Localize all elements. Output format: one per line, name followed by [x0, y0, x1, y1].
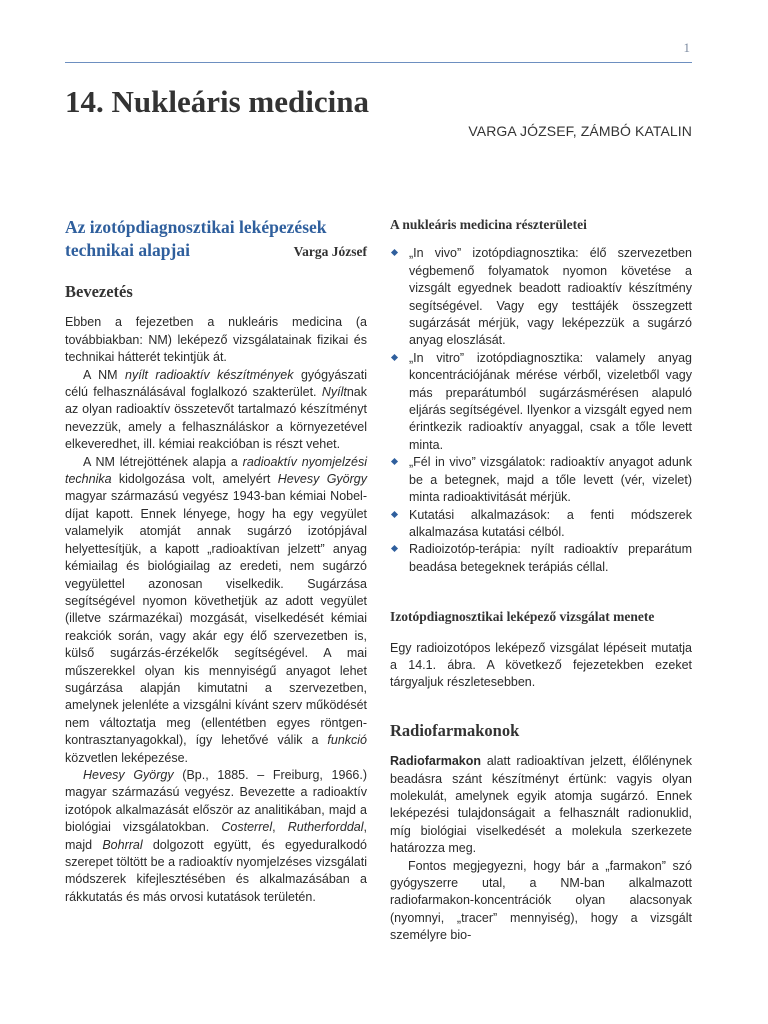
section-title-line2: technikai alapjai: [65, 240, 190, 260]
text-run: (Bp., 1885. – Freiburg, 1966.) magyar származású vegyész. Bevezette a radioaktív izotópok alkalmazását először az analitikában, majd a biológiai vizsgálatokban.: [65, 767, 367, 835]
diamond-bullet-icon: [391, 510, 398, 517]
list-item-text: Radioizotóp-terápia: nyílt radioaktív preparátum beadása betegeknek terápiás céllal.: [409, 542, 692, 574]
paragraph-tracer-technique: [65, 454, 367, 767]
italic-term: Hevesy György: [277, 472, 367, 487]
text-run: közvetlen leképezése.: [65, 750, 188, 765]
section-title-row: [65, 239, 367, 263]
italic-term: funkció: [327, 733, 367, 748]
paragraph-nm-definition: [65, 367, 367, 454]
section-author: Varga József: [293, 244, 367, 259]
list-item-text: „In vivo” izotópdiagnosztika: élő szervezetben végbemenő folyamatok nyomon követése a vizsgált egyednek beadott radioaktív készítmény segítségével. Vagy egy testtájék összegzett sugárzását mérjük, vagy leképezzük a sugárzó anyag eloszlását.: [409, 246, 692, 348]
italic-term: Bohrral: [102, 837, 143, 852]
subfields-list: [390, 245, 692, 576]
right-column: [390, 216, 692, 945]
list-item: [390, 541, 692, 576]
intro-paragraph: Ebben a fejezetben a nukleáris medicina (a továbbiakban: NM) leképező vizsgálatainak fizikai és technikai hátterét tekintjük át.: [65, 315, 367, 365]
text-run: A NM létrejöttének alapja a: [83, 454, 243, 469]
text-run: nak az olyan radioaktív összetevőt tartalmazó készítményt nevezzük, amely a felhasználáskor a környezetével elkeveredhet, ill. kémiai reakcióban is részt vehet.: [65, 385, 367, 452]
chapter-authors: VARGA JÓZSEF, ZÁMBÓ KATALIN: [468, 123, 692, 139]
italic-term: nyílt radioaktív készítmények: [125, 367, 294, 382]
subsection-title-procedure: Izotópdiagnosztikai leképező vizsgálat menete: [390, 609, 655, 625]
text-run: kidolgozása volt, amelyért: [111, 472, 278, 487]
page-number: 1: [683, 40, 690, 55]
list-item-text: Kutatási alkalmazások: a fenti módszerek alkalmazása kutatási célból.: [409, 507, 692, 539]
italic-term: Costerrel: [221, 820, 273, 835]
chapter-title: 14. Nukleáris medicina: [65, 84, 369, 119]
italic-term: radioaktív nyomjelzési technika: [65, 454, 367, 487]
list-item: [390, 454, 692, 506]
list-item: [390, 507, 692, 542]
italic-term: Nyílt: [321, 385, 347, 400]
text-run: magyar származású vegyész 1943-ban kémiai Nobel-díjat kapott. Ennek lényege, hogy ha egy vegyület valamelyik atomját annak sugárzó izotópjával helyettesítjük, a kapott „radioaktívan jelzett” anyag kémiailag és biológiailag az eredeti, nem sugárzó vegyülettel azonosan viselkedik. Sugárzása segítségével nyomon követhetjük az adott vegyület (illetve származékai) mozgását, viselkedését kémiai reakciók során, vagy akár egy élő szervezetben is, külső sugárzás-érzékelők segítségével. A mai műszerekkel olyan kis mennyiségű anyagot lehet sugárzása alapján kimutatni a szervezetben, amelynek jelenléte a vizsgálni kívánt szerv működését nem változtatja meg (ellentétben egyes röntgen-kontrasztanyagokkal), így lehetővé válik a: [65, 489, 367, 748]
subhead-bevezetes: Bevezetés: [65, 282, 133, 301]
radiopharmaceutical-text: alatt radioaktívan jelzett, élőlénynek beadásra szánt készítményt értünk: vagyis olyan molekulát, amelynek egyik atomja sugárzó. Ennek leképezési tulajdonságait a felhasznált radionuklid, míg biológiai viselkedését a molekula szerkezete határozza meg.: [390, 754, 692, 856]
procedure-paragraph: Egy radioizotópos leképező vizsgálat lépéseit mutatja a 14.1. ábra. A következő fejezetekben ezeket tárgyaljuk részletesebben.: [390, 640, 692, 690]
italic-term: Hevesy György: [83, 767, 174, 782]
term-radiofarmakon: Radiofarmakon: [390, 754, 481, 769]
text-run: ,: [272, 820, 288, 835]
radiopharmaceutical-paragraph: [390, 753, 692, 857]
list-item: [390, 245, 692, 349]
pharmakon-note-paragraph: Fontos megjegyezni, hogy bár a „farmakon” szó gyógyszerre utal, a NM-ban alkalmazott radiofarmakon-koncentrációk olyan alacsonyak (nyomnyi, „tracer” mennyiség), hogy a vizsgált személyre bio-: [390, 858, 692, 943]
subsection-title-subfields: A nukleáris medicina részterületei: [390, 217, 587, 232]
italic-term: Rutherforddal: [287, 820, 364, 835]
text-run: dolgozott együtt, és egyeduralkodó szerepet töltött be a radioaktív nyomjelzéses vizsgálati módszerek kifejlesztésében és alkalmazásában a rákkutatás és más orvosi kutatások területén.: [65, 837, 367, 904]
list-item-text: „In vitro” izotópdiagnosztika: valamely anyag koncentrációjának mérése vérből, vizeletből vagy más preparátumból sugárzásmérésen alapuló eljárás segítségével. Ilyenkor a vizsgált egyed nem érintkezik radioaktív anyaggal, csak a tőle levett minta.: [409, 350, 692, 452]
section-title-line1: Az izotópdiagnosztikai leképezések: [65, 217, 327, 237]
text-run: gyógyászati célú felhasználásával foglalkozó szakterület.: [65, 367, 367, 400]
list-item: [390, 350, 692, 454]
list-item-text: „Fél in vivo” vizsgálatok: radioaktív anyagot adunk be a betegnek, majd a tőle levett (vér, vizelet) minta radioaktivitását mérjük.: [409, 455, 692, 505]
section-title: [65, 216, 367, 263]
subhead-radiofarmakonok: Radiofarmakonok: [390, 720, 520, 740]
header-rule: [65, 62, 692, 63]
diamond-bullet-icon: [391, 545, 398, 552]
diamond-bullet-icon: [391, 354, 398, 361]
text-run: A NM: [83, 367, 126, 382]
diamond-bullet-icon: [391, 458, 398, 465]
diamond-bullet-icon: [391, 249, 398, 256]
text-run: , majd: [65, 820, 367, 852]
paragraph-hevesy: [65, 767, 367, 906]
left-column: [65, 216, 367, 906]
